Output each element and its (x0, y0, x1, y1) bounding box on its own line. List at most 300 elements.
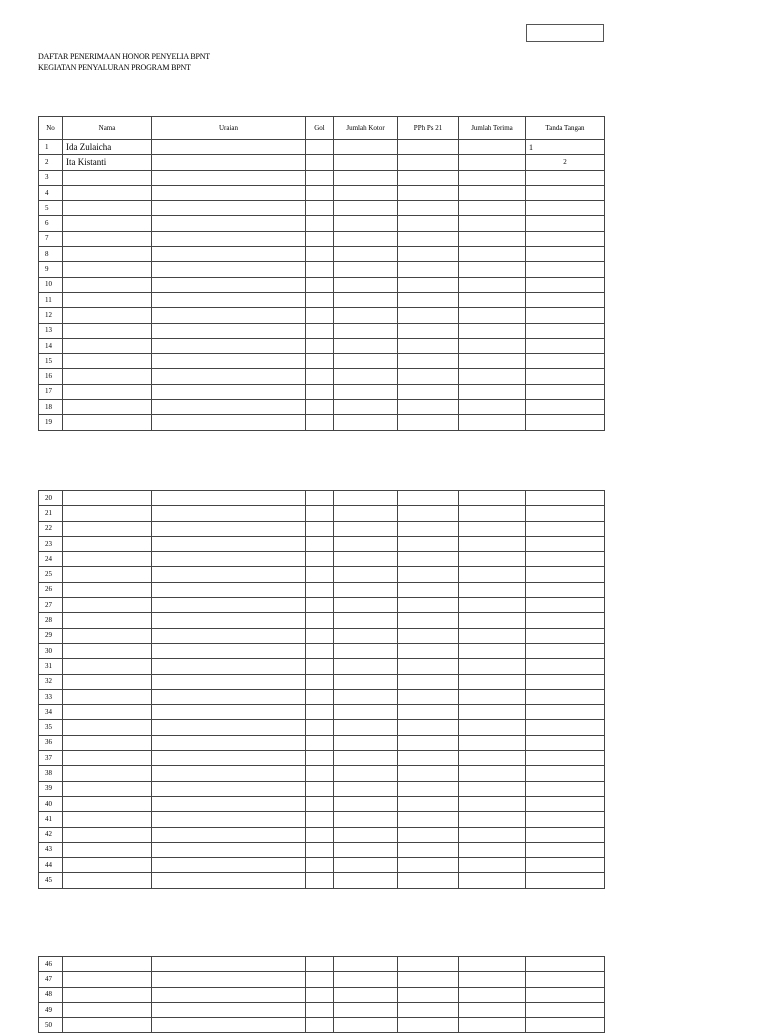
cell-pph (398, 170, 459, 185)
table-row (39, 170, 605, 185)
cell-no: 19 (39, 415, 63, 430)
cell-uraian (152, 277, 306, 292)
honor-table-page-3 (38, 956, 605, 1033)
cell-uraian (152, 1002, 306, 1017)
cell-pph (398, 155, 459, 170)
table-row (39, 735, 605, 750)
cell-no: 48 (39, 987, 63, 1002)
cell-tanda-tangan (526, 415, 605, 430)
cell-jumlah-terima (459, 842, 526, 857)
cell-jumlah-kotor (334, 185, 398, 200)
cell-uraian (152, 842, 306, 857)
cell-pph (398, 567, 459, 582)
cell-pph (398, 323, 459, 338)
cell-pph (398, 972, 459, 987)
cell-no: 25 (39, 567, 63, 582)
cell-gol (306, 170, 334, 185)
cell-jumlah-terima (459, 262, 526, 277)
table-row (39, 720, 605, 735)
cell-jumlah-terima (459, 552, 526, 567)
table-row (39, 140, 605, 155)
cell-nama (63, 643, 152, 658)
cell-jumlah-terima (459, 720, 526, 735)
cell-pph (398, 140, 459, 155)
cell-uraian (152, 812, 306, 827)
cell-gol (306, 308, 334, 323)
cell-pph (398, 308, 459, 323)
cell-jumlah-kotor (334, 216, 398, 231)
cell-uraian (152, 155, 306, 170)
title-line-2: KEGIATAN PENYALURAN PROGRAM BPNT (38, 63, 191, 72)
cell-jumlah-kotor (334, 277, 398, 292)
cell-tanda-tangan (526, 216, 605, 231)
cell-jumlah-kotor (334, 705, 398, 720)
table-row (39, 659, 605, 674)
cell-jumlah-terima (459, 972, 526, 987)
table-row (39, 262, 605, 277)
cell-jumlah-kotor (334, 987, 398, 1002)
cell-jumlah-terima (459, 1002, 526, 1017)
cell-pph (398, 536, 459, 551)
table-row (39, 201, 605, 216)
cell-jumlah-kotor (334, 613, 398, 628)
cell-uraian (152, 957, 306, 972)
cell-tanda-tangan (526, 842, 605, 857)
cell-jumlah-terima (459, 796, 526, 811)
cell-gol (306, 521, 334, 536)
cell-nama (63, 659, 152, 674)
cell-tanda-tangan (526, 957, 605, 972)
cell-pph (398, 216, 459, 231)
cell-jumlah-kotor (334, 292, 398, 307)
cell-tanda-tangan (526, 781, 605, 796)
cell-pph (398, 598, 459, 613)
cell-jumlah-kotor (334, 338, 398, 353)
cell-pph (398, 720, 459, 735)
cell-pph (398, 659, 459, 674)
cell-nama: Ita Kistanti (63, 155, 152, 170)
cell-pph (398, 705, 459, 720)
cell-no: 39 (39, 781, 63, 796)
cell-nama (63, 277, 152, 292)
cell-gol (306, 751, 334, 766)
cell-gol (306, 643, 334, 658)
cell-uraian (152, 140, 306, 155)
cell-gol (306, 262, 334, 277)
table-row (39, 987, 605, 1002)
cell-nama (63, 536, 152, 551)
table-row (39, 582, 605, 597)
cell-pph (398, 415, 459, 430)
cell-nama (63, 506, 152, 521)
cell-uraian (152, 552, 306, 567)
cell-jumlah-terima (459, 155, 526, 170)
cell-nama (63, 735, 152, 750)
cell-nama (63, 827, 152, 842)
cell-no: 24 (39, 552, 63, 567)
cell-no: 28 (39, 613, 63, 628)
cell-gol (306, 277, 334, 292)
cell-nama (63, 781, 152, 796)
cell-jumlah-kotor (334, 735, 398, 750)
cell-jumlah-terima (459, 415, 526, 430)
table-row (39, 384, 605, 399)
cell-no: 4 (39, 185, 63, 200)
cell-no: 30 (39, 643, 63, 658)
cell-nama (63, 384, 152, 399)
cell-gol (306, 292, 334, 307)
cell-tanda-tangan (526, 751, 605, 766)
cell-no: 29 (39, 628, 63, 643)
cell-gol (306, 957, 334, 972)
cell-jumlah-terima (459, 140, 526, 155)
table-row (39, 247, 605, 262)
cell-pph (398, 262, 459, 277)
cell-tanda-tangan (526, 812, 605, 827)
table-row (39, 415, 605, 430)
cell-tanda-tangan (526, 292, 605, 307)
cell-tanda-tangan: 1 (526, 140, 605, 155)
cell-jumlah-terima (459, 689, 526, 704)
cell-tanda-tangan (526, 491, 605, 506)
table-row (39, 873, 605, 888)
cell-nama (63, 613, 152, 628)
table-row (39, 1002, 605, 1017)
cell-pph (398, 781, 459, 796)
header-no: No (39, 117, 63, 140)
table-row (39, 957, 605, 972)
cell-tanda-tangan (526, 858, 605, 873)
cell-gol (306, 140, 334, 155)
cell-tanda-tangan (526, 201, 605, 216)
cell-tanda-tangan (526, 185, 605, 200)
cell-tanda-tangan (526, 720, 605, 735)
cell-jumlah-terima (459, 735, 526, 750)
table-row (39, 354, 605, 369)
cell-jumlah-terima (459, 185, 526, 200)
cell-gol (306, 659, 334, 674)
cell-nama (63, 842, 152, 857)
table-row (39, 308, 605, 323)
table-row (39, 521, 605, 536)
cell-gol (306, 705, 334, 720)
cell-uraian (152, 735, 306, 750)
cell-jumlah-terima (459, 812, 526, 827)
cell-nama (63, 201, 152, 216)
cell-nama (63, 521, 152, 536)
cell-jumlah-kotor (334, 262, 398, 277)
cell-no: 38 (39, 766, 63, 781)
cell-jumlah-kotor (334, 689, 398, 704)
cell-pph (398, 689, 459, 704)
cell-tanda-tangan (526, 338, 605, 353)
cell-gol (306, 491, 334, 506)
cell-nama (63, 1018, 152, 1033)
cell-uraian (152, 384, 306, 399)
cell-uraian (152, 705, 306, 720)
cell-no: 32 (39, 674, 63, 689)
cell-nama (63, 674, 152, 689)
table-row (39, 400, 605, 415)
cell-tanda-tangan (526, 628, 605, 643)
cell-no: 49 (39, 1002, 63, 1017)
cell-tanda-tangan (526, 247, 605, 262)
cell-pph (398, 628, 459, 643)
cell-pph (398, 369, 459, 384)
cell-tanda-tangan (526, 1018, 605, 1033)
cell-nama (63, 415, 152, 430)
cell-tanda-tangan (526, 582, 605, 597)
cell-nama (63, 873, 152, 888)
cell-jumlah-kotor (334, 247, 398, 262)
table-header-row (39, 117, 605, 140)
cell-nama (63, 598, 152, 613)
cell-jumlah-terima (459, 400, 526, 415)
table-row (39, 689, 605, 704)
cell-pph (398, 552, 459, 567)
cell-tanda-tangan (526, 972, 605, 987)
table-row (39, 751, 605, 766)
title-line-1: DAFTAR PENERIMAAN HONOR PENYELIA BPNT (38, 52, 210, 61)
cell-jumlah-kotor (334, 812, 398, 827)
cell-nama (63, 972, 152, 987)
table-row (39, 231, 605, 246)
cell-uraian (152, 536, 306, 551)
cell-no: 45 (39, 873, 63, 888)
cell-pph (398, 277, 459, 292)
cell-pph (398, 1018, 459, 1033)
cell-tanda-tangan (526, 536, 605, 551)
cell-uraian (152, 308, 306, 323)
cell-uraian (152, 247, 306, 262)
cell-nama (63, 292, 152, 307)
cell-jumlah-kotor (334, 536, 398, 551)
cell-uraian (152, 643, 306, 658)
cell-jumlah-kotor (334, 400, 398, 415)
cell-no: 47 (39, 972, 63, 987)
cell-tanda-tangan (526, 613, 605, 628)
cell-nama (63, 185, 152, 200)
table-row (39, 613, 605, 628)
cell-no: 50 (39, 1018, 63, 1033)
cell-gol (306, 735, 334, 750)
cell-tanda-tangan (526, 400, 605, 415)
cell-tanda-tangan (526, 827, 605, 842)
cell-no: 33 (39, 689, 63, 704)
cell-gol (306, 201, 334, 216)
cell-nama: Ida Zulaicha (63, 140, 152, 155)
cell-uraian (152, 415, 306, 430)
cell-gol (306, 766, 334, 781)
cell-nama (63, 812, 152, 827)
cell-jumlah-terima (459, 781, 526, 796)
cell-uraian (152, 323, 306, 338)
cell-jumlah-terima (459, 751, 526, 766)
cell-jumlah-terima (459, 369, 526, 384)
cell-jumlah-terima (459, 987, 526, 1002)
cell-jumlah-kotor (334, 552, 398, 567)
cell-jumlah-terima (459, 354, 526, 369)
cell-gol (306, 873, 334, 888)
cell-tanda-tangan (526, 506, 605, 521)
cell-tanda-tangan (526, 308, 605, 323)
cell-tanda-tangan (526, 674, 605, 689)
cell-gol (306, 247, 334, 262)
cell-uraian (152, 354, 306, 369)
cell-nama (63, 262, 152, 277)
cell-jumlah-kotor (334, 1002, 398, 1017)
table-row (39, 567, 605, 582)
cell-tanda-tangan (526, 766, 605, 781)
cell-jumlah-kotor (334, 766, 398, 781)
cell-no: 9 (39, 262, 63, 277)
cell-no: 14 (39, 338, 63, 353)
cell-jumlah-terima (459, 521, 526, 536)
cell-pph (398, 400, 459, 415)
cell-uraian (152, 689, 306, 704)
cell-gol (306, 323, 334, 338)
cell-gol (306, 689, 334, 704)
table-row (39, 506, 605, 521)
cell-no: 22 (39, 521, 63, 536)
table-row (39, 1018, 605, 1033)
cell-no: 11 (39, 292, 63, 307)
cell-jumlah-terima (459, 384, 526, 399)
cell-gol (306, 400, 334, 415)
cell-gol (306, 720, 334, 735)
cell-jumlah-terima (459, 292, 526, 307)
cell-no: 18 (39, 400, 63, 415)
cell-jumlah-terima (459, 827, 526, 842)
cell-gol (306, 536, 334, 551)
cell-pph (398, 827, 459, 842)
cell-gol (306, 1002, 334, 1017)
cell-uraian (152, 659, 306, 674)
cell-no: 42 (39, 827, 63, 842)
cell-no: 40 (39, 796, 63, 811)
cell-no: 13 (39, 323, 63, 338)
cell-nama (63, 338, 152, 353)
cell-jumlah-kotor (334, 873, 398, 888)
cell-gol (306, 827, 334, 842)
cell-jumlah-kotor (334, 751, 398, 766)
cell-uraian (152, 216, 306, 231)
cell-no: 8 (39, 247, 63, 262)
cell-uraian (152, 262, 306, 277)
cell-gol (306, 1018, 334, 1033)
cell-nama (63, 1002, 152, 1017)
cell-uraian (152, 521, 306, 536)
cell-pph (398, 1002, 459, 1017)
cell-uraian (152, 1018, 306, 1033)
table-row (39, 323, 605, 338)
cell-jumlah-kotor (334, 155, 398, 170)
cell-pph (398, 338, 459, 353)
cell-gol (306, 552, 334, 567)
cell-jumlah-kotor (334, 781, 398, 796)
cell-jumlah-kotor (334, 170, 398, 185)
cell-gol (306, 796, 334, 811)
cell-jumlah-kotor (334, 827, 398, 842)
cell-jumlah-kotor (334, 674, 398, 689)
cell-jumlah-kotor (334, 140, 398, 155)
cell-uraian (152, 987, 306, 1002)
cell-pph (398, 491, 459, 506)
cell-no: 36 (39, 735, 63, 750)
cell-uraian (152, 781, 306, 796)
cell-no: 7 (39, 231, 63, 246)
header-jumlah-kotor: Jumlah Kotor (334, 117, 398, 140)
cell-tanda-tangan (526, 354, 605, 369)
cell-jumlah-terima (459, 567, 526, 582)
table-row (39, 277, 605, 292)
cell-jumlah-kotor (334, 643, 398, 658)
cell-nama (63, 369, 152, 384)
cell-jumlah-kotor (334, 582, 398, 597)
cell-nama (63, 400, 152, 415)
header-tanda-tangan: Tanda Tangan (526, 117, 605, 140)
cell-no: 10 (39, 277, 63, 292)
cell-no: 27 (39, 598, 63, 613)
cell-tanda-tangan (526, 262, 605, 277)
table-row (39, 155, 605, 170)
cell-uraian (152, 292, 306, 307)
honor-table-page-1 (38, 116, 605, 431)
table-row (39, 643, 605, 658)
cell-pph (398, 858, 459, 873)
cell-uraian (152, 582, 306, 597)
cell-no: 5 (39, 201, 63, 216)
cell-gol (306, 598, 334, 613)
cell-nama (63, 751, 152, 766)
table-row (39, 827, 605, 842)
table-row (39, 292, 605, 307)
cell-jumlah-terima (459, 628, 526, 643)
cell-nama (63, 628, 152, 643)
table-row (39, 536, 605, 551)
cell-pph (398, 247, 459, 262)
cell-uraian (152, 170, 306, 185)
cell-nama (63, 987, 152, 1002)
page-number-box (526, 24, 604, 42)
cell-gol (306, 338, 334, 353)
table-row (39, 812, 605, 827)
cell-jumlah-terima (459, 643, 526, 658)
cell-uraian (152, 185, 306, 200)
cell-jumlah-terima (459, 674, 526, 689)
cell-no: 15 (39, 354, 63, 369)
table-row (39, 796, 605, 811)
table-row (39, 185, 605, 200)
cell-uraian (152, 231, 306, 246)
table-row (39, 766, 605, 781)
cell-jumlah-terima (459, 323, 526, 338)
cell-no: 41 (39, 812, 63, 827)
cell-jumlah-kotor (334, 369, 398, 384)
cell-tanda-tangan (526, 873, 605, 888)
cell-nama (63, 796, 152, 811)
cell-pph (398, 812, 459, 827)
table-row (39, 972, 605, 987)
cell-no: 3 (39, 170, 63, 185)
cell-tanda-tangan (526, 277, 605, 292)
cell-jumlah-terima (459, 170, 526, 185)
cell-jumlah-terima (459, 491, 526, 506)
cell-jumlah-kotor (334, 567, 398, 582)
cell-nama (63, 957, 152, 972)
cell-jumlah-terima (459, 613, 526, 628)
cell-jumlah-kotor (334, 323, 398, 338)
